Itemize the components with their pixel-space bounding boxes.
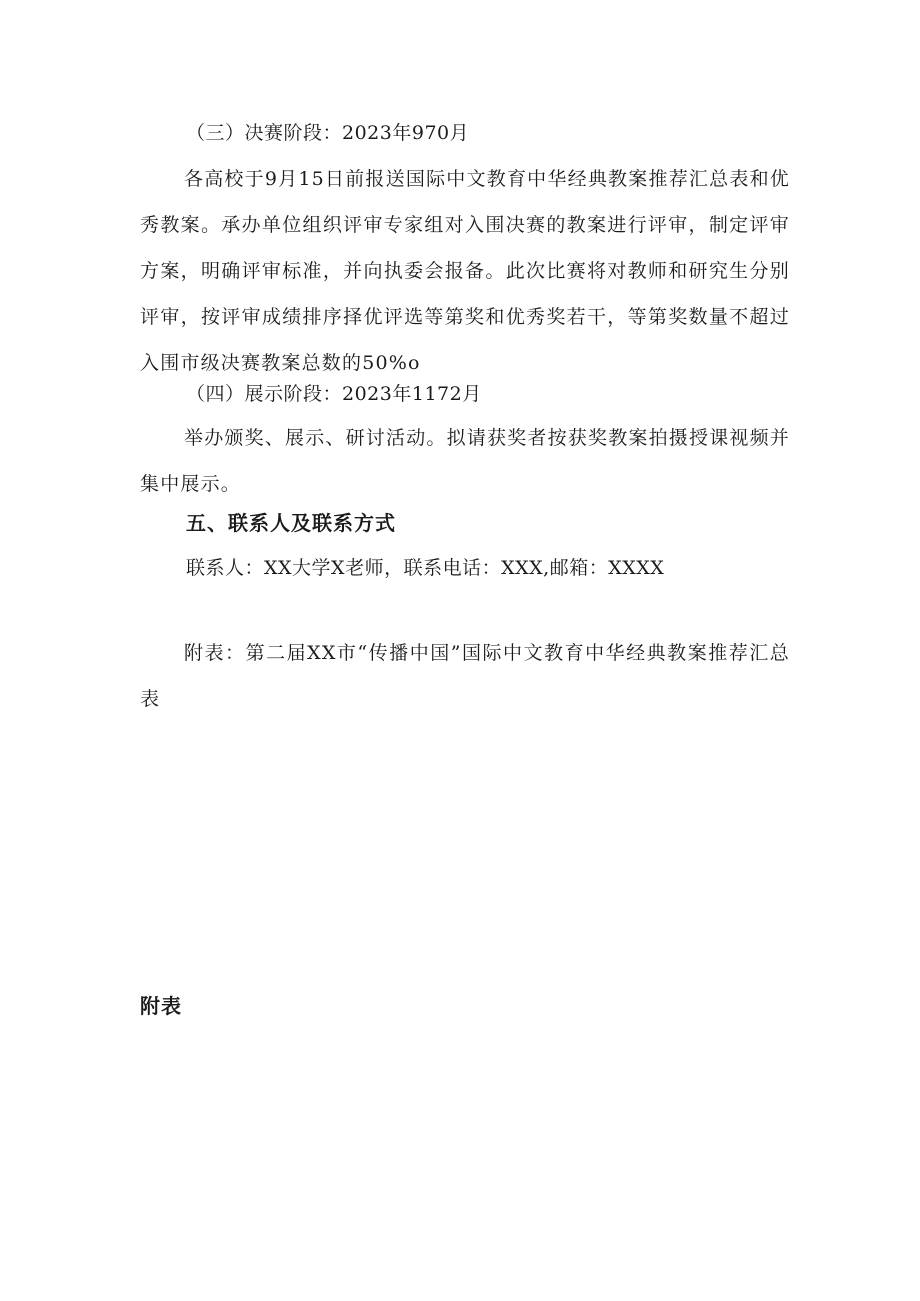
appendix-note: 附表：第二届XX市“传播中国”国际中文教育中华经典教案推荐汇总表 [140, 642, 790, 710]
stage3-paragraph: 各高校于9月15日前报送国际中文教育中华经典教案推荐汇总表和优秀教案。承办单位组织评审专家组对入围决赛的教案进行评审，制定评审方案，明确评审标准，并向执委会报备。此次比赛将对教师和研究生分别评审，按评审成绩排序择优评选等第奖和优秀奖若干，等第奖数量不超过入围市级决赛教案总数的50%o [140, 168, 790, 374]
appendix-title: 附表 [140, 994, 182, 1018]
stage4-paragraph: 举办颁奖、展示、研讨活动。拟请获奖者按获奖教案拍摄授课视频并集中展示。 [140, 427, 791, 495]
section5-heading: 五、联系人及联系方式 [186, 511, 396, 535]
contact-line: 联系人：XX大学X老师，联系电话：XXX,邮箱：XXXX [186, 557, 665, 579]
stage3-heading: （三）决赛阶段：2023年970月 [186, 122, 470, 144]
stage4-heading: （四）展示阶段：2023年1172月 [186, 383, 482, 405]
